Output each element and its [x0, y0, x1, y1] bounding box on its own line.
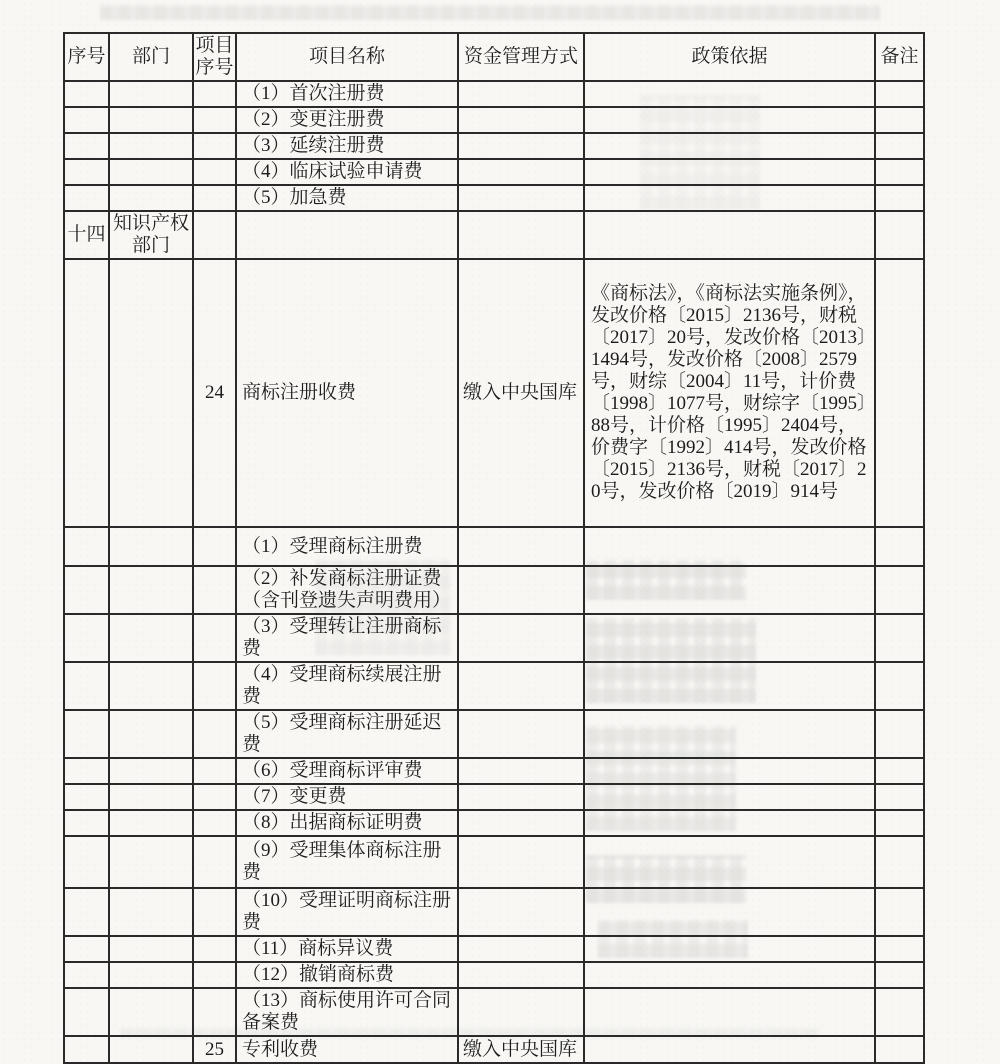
header-cell-seq: 序号	[64, 33, 109, 81]
cell-item_no	[193, 614, 236, 662]
cell-item_no	[193, 836, 236, 888]
cell-seq	[64, 614, 109, 662]
cell-remarks	[875, 710, 924, 758]
cell-fund_mode	[458, 614, 584, 662]
table-body	[64, 81, 924, 1063]
cell-seq	[64, 566, 109, 614]
cell-item_no	[193, 211, 236, 259]
cell-remarks	[875, 888, 924, 936]
cell-item_name: （2）补发商标注册证费（含刊登遗失声明费用）	[236, 566, 458, 614]
cell-dept	[109, 614, 193, 662]
table-row	[64, 784, 924, 810]
table-row	[64, 758, 924, 784]
cell-seq	[64, 936, 109, 962]
header-cell-item_name: 项目名称	[236, 33, 458, 81]
table-row	[64, 133, 924, 159]
table-row	[64, 614, 924, 662]
cell-policy_basis	[584, 107, 875, 133]
cell-item_no	[193, 988, 236, 1036]
cell-item_no	[193, 107, 236, 133]
header-row	[64, 33, 924, 81]
table-row	[64, 988, 924, 1036]
cell-policy_basis	[584, 662, 875, 710]
cell-seq	[64, 107, 109, 133]
cell-remarks	[875, 107, 924, 133]
cell-dept	[109, 81, 193, 107]
cell-fund_mode: 缴入中央国库	[458, 1036, 584, 1063]
cell-remarks	[875, 81, 924, 107]
cell-remarks	[875, 133, 924, 159]
cell-policy_basis	[584, 527, 875, 566]
cell-item_name: （13）商标使用许可合同备案费	[236, 988, 458, 1036]
cell-seq	[64, 784, 109, 810]
cell-item_no	[193, 710, 236, 758]
cell-item_name: （6）受理商标评审费	[236, 758, 458, 784]
header-cell-policy_basis: 政策依据	[584, 33, 875, 81]
cell-remarks	[875, 988, 924, 1036]
cell-fund_mode	[458, 836, 584, 888]
table-row	[64, 836, 924, 888]
table-row	[64, 81, 924, 107]
cell-item_name: （11）商标异议费	[236, 936, 458, 962]
cell-item_name: （3）受理转让注册商标费	[236, 614, 458, 662]
cell-seq	[64, 159, 109, 185]
cell-seq	[64, 710, 109, 758]
cell-item_no	[193, 566, 236, 614]
cell-item_name: （1）首次注册费	[236, 81, 458, 107]
table-row	[64, 810, 924, 836]
cell-policy_basis	[584, 159, 875, 185]
cell-fund_mode	[458, 888, 584, 936]
cell-remarks	[875, 810, 924, 836]
cell-seq	[64, 133, 109, 159]
cell-item_name: （5）受理商标注册延迟费	[236, 710, 458, 758]
table-row	[64, 527, 924, 566]
cell-policy_basis	[584, 836, 875, 888]
cell-item_name: 商标注册收费	[236, 259, 458, 527]
cell-dept	[109, 259, 193, 527]
header-cell-remarks: 备注	[875, 33, 924, 81]
cell-remarks	[875, 211, 924, 259]
cell-dept	[109, 784, 193, 810]
cell-policy_basis	[584, 810, 875, 836]
header-cell-dept: 部门	[109, 33, 193, 81]
cell-policy_basis	[584, 962, 875, 988]
table-row	[64, 962, 924, 988]
cell-policy_basis	[584, 710, 875, 758]
header-cell-item_no: 项目序号	[193, 33, 236, 81]
table-row	[64, 259, 924, 527]
cell-remarks	[875, 259, 924, 527]
cell-remarks	[875, 527, 924, 566]
cell-remarks	[875, 1036, 924, 1063]
cell-item_no: 24	[193, 259, 236, 527]
cell-remarks	[875, 836, 924, 888]
cell-fund_mode	[458, 107, 584, 133]
cell-seq	[64, 1036, 109, 1063]
cell-remarks	[875, 758, 924, 784]
cell-remarks	[875, 784, 924, 810]
cell-remarks	[875, 566, 924, 614]
cell-fund_mode	[458, 710, 584, 758]
cell-item_name: （9）受理集体商标注册费	[236, 836, 458, 888]
cell-remarks	[875, 936, 924, 962]
table-row	[64, 936, 924, 962]
cell-dept	[109, 159, 193, 185]
header-cell-fund_mode: 资金管理方式	[458, 33, 584, 81]
cell-seq	[64, 962, 109, 988]
cell-item_no	[193, 936, 236, 962]
cell-item_name: （5）加急费	[236, 185, 458, 211]
cell-item_no	[193, 527, 236, 566]
cell-dept	[109, 185, 193, 211]
cell-policy_basis: 《商标法》，《商标法实施条例》，发改价格〔2015〕2136号，财税〔2017〕20号，发改价格〔2013〕1494号，发改价格〔2008〕2579号，财综〔2004〕11号，计价费〔1998〕1077号，财综字〔1995〕88号，计价格〔1995〕2404号，价费字〔1992〕414号，发改价格〔2015〕2136号，财税〔2017〕20号，发改价格〔2019〕914号	[584, 259, 875, 527]
table-row	[64, 211, 924, 259]
cell-dept: 知识产权部门	[109, 211, 193, 259]
cell-seq	[64, 836, 109, 888]
table-row	[64, 710, 924, 758]
cell-seq	[64, 81, 109, 107]
bleed-through-mark	[100, 5, 880, 20]
cell-dept	[109, 133, 193, 159]
cell-item_no	[193, 81, 236, 107]
cell-item_no	[193, 159, 236, 185]
cell-item_name: （2）变更注册费	[236, 107, 458, 133]
table-row	[64, 107, 924, 133]
cell-seq	[64, 185, 109, 211]
cell-fund_mode	[458, 936, 584, 962]
cell-policy_basis	[584, 133, 875, 159]
cell-dept	[109, 1036, 193, 1063]
cell-fund_mode	[458, 810, 584, 836]
cell-item_no: 25	[193, 1036, 236, 1063]
cell-seq	[64, 527, 109, 566]
cell-item_no	[193, 784, 236, 810]
fee-table	[63, 32, 925, 1064]
cell-policy_basis	[584, 185, 875, 211]
cell-item_name: （1）受理商标注册费	[236, 527, 458, 566]
table-header	[64, 33, 924, 81]
cell-item_no	[193, 888, 236, 936]
cell-fund_mode	[458, 133, 584, 159]
table-row	[64, 566, 924, 614]
cell-dept	[109, 710, 193, 758]
cell-remarks	[875, 614, 924, 662]
cell-policy_basis	[584, 758, 875, 784]
cell-item_name: （12）撤销商标费	[236, 962, 458, 988]
cell-policy_basis	[584, 81, 875, 107]
table-row	[64, 159, 924, 185]
cell-item_no	[193, 662, 236, 710]
cell-seq	[64, 758, 109, 784]
cell-seq	[64, 888, 109, 936]
cell-item_no	[193, 810, 236, 836]
cell-fund_mode	[458, 566, 584, 614]
cell-dept	[109, 962, 193, 988]
cell-policy_basis	[584, 888, 875, 936]
cell-dept	[109, 810, 193, 836]
cell-dept	[109, 527, 193, 566]
cell-policy_basis	[584, 211, 875, 259]
cell-fund_mode	[458, 784, 584, 810]
cell-seq	[64, 810, 109, 836]
cell-dept	[109, 662, 193, 710]
cell-fund_mode	[458, 662, 584, 710]
cell-policy_basis	[584, 614, 875, 662]
cell-remarks	[875, 159, 924, 185]
table-row	[64, 662, 924, 710]
cell-item_name: （3）延续注册费	[236, 133, 458, 159]
cell-fund_mode	[458, 527, 584, 566]
cell-fund_mode	[458, 758, 584, 784]
cell-policy_basis	[584, 566, 875, 614]
cell-policy_basis	[584, 784, 875, 810]
cell-seq	[64, 662, 109, 710]
cell-policy_basis	[584, 988, 875, 1036]
cell-remarks	[875, 185, 924, 211]
cell-item_name: （4）受理商标续展注册费	[236, 662, 458, 710]
cell-item_no	[193, 133, 236, 159]
cell-fund_mode: 缴入中央国库	[458, 259, 584, 527]
cell-item_name: 专利收费	[236, 1036, 458, 1063]
cell-fund_mode	[458, 81, 584, 107]
cell-item_name: （8）出据商标证明费	[236, 810, 458, 836]
cell-dept	[109, 836, 193, 888]
cell-dept	[109, 888, 193, 936]
cell-item_no	[193, 185, 236, 211]
table-row	[64, 1036, 924, 1063]
cell-dept	[109, 988, 193, 1036]
cell-seq: 十四	[64, 211, 109, 259]
cell-fund_mode	[458, 988, 584, 1036]
cell-item_name: （4）临床试验申请费	[236, 159, 458, 185]
cell-item_no	[193, 962, 236, 988]
cell-fund_mode	[458, 962, 584, 988]
cell-item_name: （7）变更费	[236, 784, 458, 810]
cell-remarks	[875, 962, 924, 988]
cell-dept	[109, 107, 193, 133]
cell-fund_mode	[458, 159, 584, 185]
cell-remarks	[875, 662, 924, 710]
cell-fund_mode	[458, 211, 584, 259]
cell-item_no	[193, 758, 236, 784]
cell-item_name: （10）受理证明商标注册费	[236, 888, 458, 936]
table-row	[64, 888, 924, 936]
cell-dept	[109, 758, 193, 784]
cell-policy_basis	[584, 1036, 875, 1063]
table-row	[64, 185, 924, 211]
cell-seq	[64, 988, 109, 1036]
cell-seq	[64, 259, 109, 527]
cell-dept	[109, 566, 193, 614]
cell-fund_mode	[458, 185, 584, 211]
cell-item_name	[236, 211, 458, 259]
cell-policy_basis	[584, 936, 875, 962]
cell-dept	[109, 936, 193, 962]
